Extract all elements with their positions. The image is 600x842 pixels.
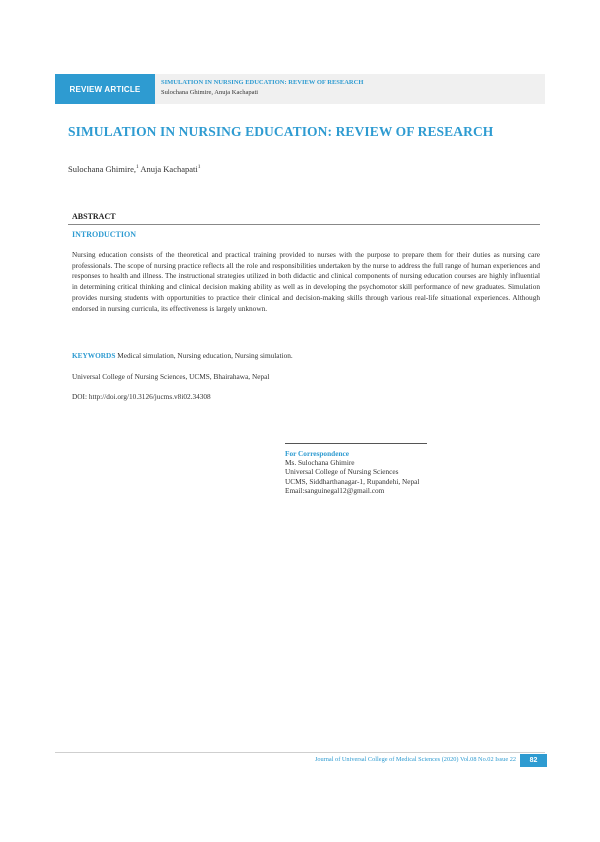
correspondence-email[interactable]: Email:sanguinegal12@gmail.com — [285, 485, 385, 495]
page-number: 82 — [520, 754, 547, 767]
affiliation-marker: 1 — [135, 164, 139, 171]
keywords-label: KEYWORDS — [72, 351, 116, 360]
keywords-line — [72, 351, 540, 360]
author-name: Anuja Kachapati — [138, 164, 198, 174]
affiliation: Universal College of Nursing Sciences, UCMS, Bhairahawa, Nepal — [72, 372, 270, 381]
author-name: Sulochana Ghimire, — [68, 164, 136, 174]
affiliation-marker: 1 — [197, 164, 201, 171]
doi-link[interactable]: DOI: http://doi.org/10.3126/jucms.v8i02.34308 — [72, 392, 211, 401]
footer-divider — [55, 752, 545, 753]
article-type-badge: REVIEW ARTICLE — [55, 74, 155, 104]
correspondence-name: Ms. Sulochana Ghimire — [285, 458, 355, 468]
correspondence-institution: Universal College of Nursing Sciences — [285, 467, 399, 477]
abstract-divider — [68, 224, 540, 225]
correspondence-divider — [285, 443, 427, 444]
running-title: SIMULATION IN NURSING EDUCATION: REVIEW OF RESEARCH — [161, 79, 364, 86]
author-list — [68, 164, 201, 174]
footer-journal-citation: Journal of Universal College of Medical Sciences (2020) Vol.08 No.02 Issue 22 — [314, 756, 516, 763]
keywords-list: Medical simulation, Nursing education, Nursing simulation. — [115, 351, 293, 360]
article-title: SIMULATION IN NURSING EDUCATION: REVIEW OF RESEARCH — [68, 124, 494, 139]
introduction-paragraph: Nursing education consists of the theoretical and practical training provided to nurses with the purpose to prepare them for their duties as nursing care professionals. The scope of nursing practice reflects all the role and responsibilities undertaken by the nurse to address the full range of human experiences and responses to health and illness. The instructional strategies utilized in both didactic and clinical components of nursing education courses are highly influential in determining critical thinking and clinical decision making ability as well as in developing the psychomotor skill performance of new graduates. Simulation provides nursing students with opportunities to practice their clinical and decision-making skills through various real-life situational experiences. Although endorsed in nursing curricula, its effectiveness is largely unknown. — [72, 250, 540, 313]
running-authors: Sulochana Ghimire, Anuja Kachapati — [161, 89, 259, 96]
correspondence-label: For Correspondence — [285, 449, 349, 458]
correspondence-block — [285, 449, 419, 495]
running-header — [155, 74, 545, 104]
correspondence-address: UCMS, Siddharthanagar-1, Rupandehi, Nepal — [285, 476, 420, 486]
abstract-heading: ABSTRACT — [72, 212, 116, 221]
introduction-heading: INTRODUCTION — [72, 230, 137, 239]
